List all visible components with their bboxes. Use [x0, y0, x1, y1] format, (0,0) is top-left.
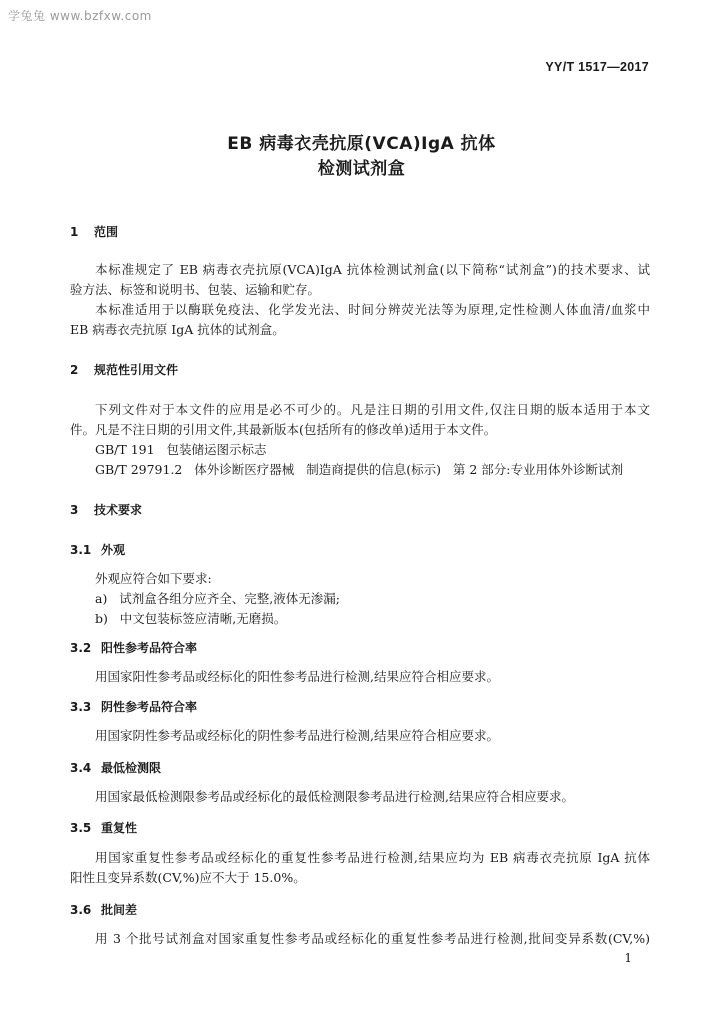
reference-gb-t-29791-2: GB/T 29791.2 体外诊断医疗器械 制造商提供的信息(标示) 第 2 部分:专业用体外诊断试剂 — [95, 462, 624, 477]
section-number: 1 — [70, 225, 79, 239]
section-number: 3.6 — [70, 903, 92, 917]
section-number: 3.4 — [70, 761, 92, 775]
section-3-5-heading — [70, 820, 137, 836]
section-3-3-heading — [70, 699, 197, 715]
section-title: 技术要求 — [94, 503, 143, 517]
s3-4-text: 用国家最低检测限参考品或经标化的最低检测限参考品进行检测,结果应符合相应要求。 — [95, 789, 574, 804]
s1-paragraph-1-line-1: 本标准规定了 EB 病毒衣壳抗原(VCA)IgA 抗体检测试剂盒(以下简称“试剂盒”)的技术要求、试 — [95, 262, 650, 277]
section-number: 3.1 — [70, 543, 92, 557]
s2-paragraph-line-2: 件。凡是不注日期的引用文件,其最新版本(包括所有的修改单)适用于本文件。 — [70, 422, 497, 437]
section-title: 规范性引用文件 — [94, 363, 179, 377]
section-3-1-heading — [70, 542, 125, 558]
section-title: 阳性参考品符合率 — [101, 641, 198, 655]
s3-1-intro: 外观应符合如下要求: — [95, 571, 212, 586]
section-2-heading — [70, 362, 178, 378]
s3-6-text-line-1: 用 3 个批号试剂盒对国家重复性参考品或经标化的重复性参考品进行检测,批间变异系数(CV,%) — [95, 931, 650, 946]
section-number: 3 — [70, 503, 79, 517]
section-3-heading — [70, 502, 142, 518]
section-3-4-heading — [70, 760, 161, 776]
watermark: 学兔兔 www.bzfxw.com — [8, 9, 152, 23]
s1-paragraph-2-line-2: EB 病毒衣壳抗原 IgA 抗体的试剂盒。 — [70, 322, 285, 337]
s3-3-text: 用国家阴性参考品或经标化的阴性参考品进行检测,结果应符合相应要求。 — [95, 728, 499, 743]
section-title: 最低检测限 — [101, 761, 162, 775]
section-title: 外观 — [101, 543, 126, 557]
standard-code: YY/T 1517—2017 — [545, 60, 649, 74]
s1-paragraph-1-line-2: 验方法、标签和说明书、包装、运输和贮存。 — [70, 282, 321, 297]
section-number: 3.5 — [70, 821, 92, 835]
section-3-6-heading — [70, 902, 137, 918]
s3-1-item-a: a) 试剂盒各组分应齐全、完整,液体无渗漏; — [95, 591, 340, 606]
section-title: 阴性参考品符合率 — [101, 700, 198, 714]
section-number: 2 — [70, 363, 79, 377]
section-1-heading — [70, 224, 118, 240]
section-number: 3.2 — [70, 641, 92, 655]
s2-paragraph-line-1: 下列文件对于本文件的应用是必不可少的。凡是注日期的引用文件,仅注日期的版本适用于本文 — [95, 402, 650, 417]
reference-gb-t-191: GB/T 191 包装储运图示标志 — [95, 442, 267, 457]
s3-2-text: 用国家阳性参考品或经标化的阳性参考品进行检测,结果应符合相应要求。 — [95, 669, 499, 684]
section-title: 批间差 — [101, 903, 138, 917]
document-title-line-1: EB 病毒衣壳抗原(VCA)IgA 抗体 — [227, 134, 496, 154]
s1-paragraph-2-line-1: 本标准适用于以酶联免疫法、化学发光法、时间分辨荧光法等为原理,定性检测人体血清/血浆中 — [95, 302, 650, 317]
document-title-line-2: 检测试剂盒 — [317, 159, 406, 179]
s3-1-item-b: b) 中文包装标签应清晰,无磨损。 — [95, 611, 287, 626]
s3-5-text-line-2: 阳性且变异系数(CV,%)应不大于 15.0%。 — [70, 870, 306, 885]
section-title: 范围 — [94, 225, 119, 239]
section-3-2-heading — [70, 640, 197, 656]
page-number: 1 — [624, 951, 632, 965]
section-number: 3.3 — [70, 700, 92, 714]
section-title: 重复性 — [101, 821, 138, 835]
s3-5-text-line-1: 用国家重复性参考品或经标化的重复性参考品进行检测,结果应均为 EB 病毒衣壳抗原 IgA 抗体 — [95, 850, 650, 865]
